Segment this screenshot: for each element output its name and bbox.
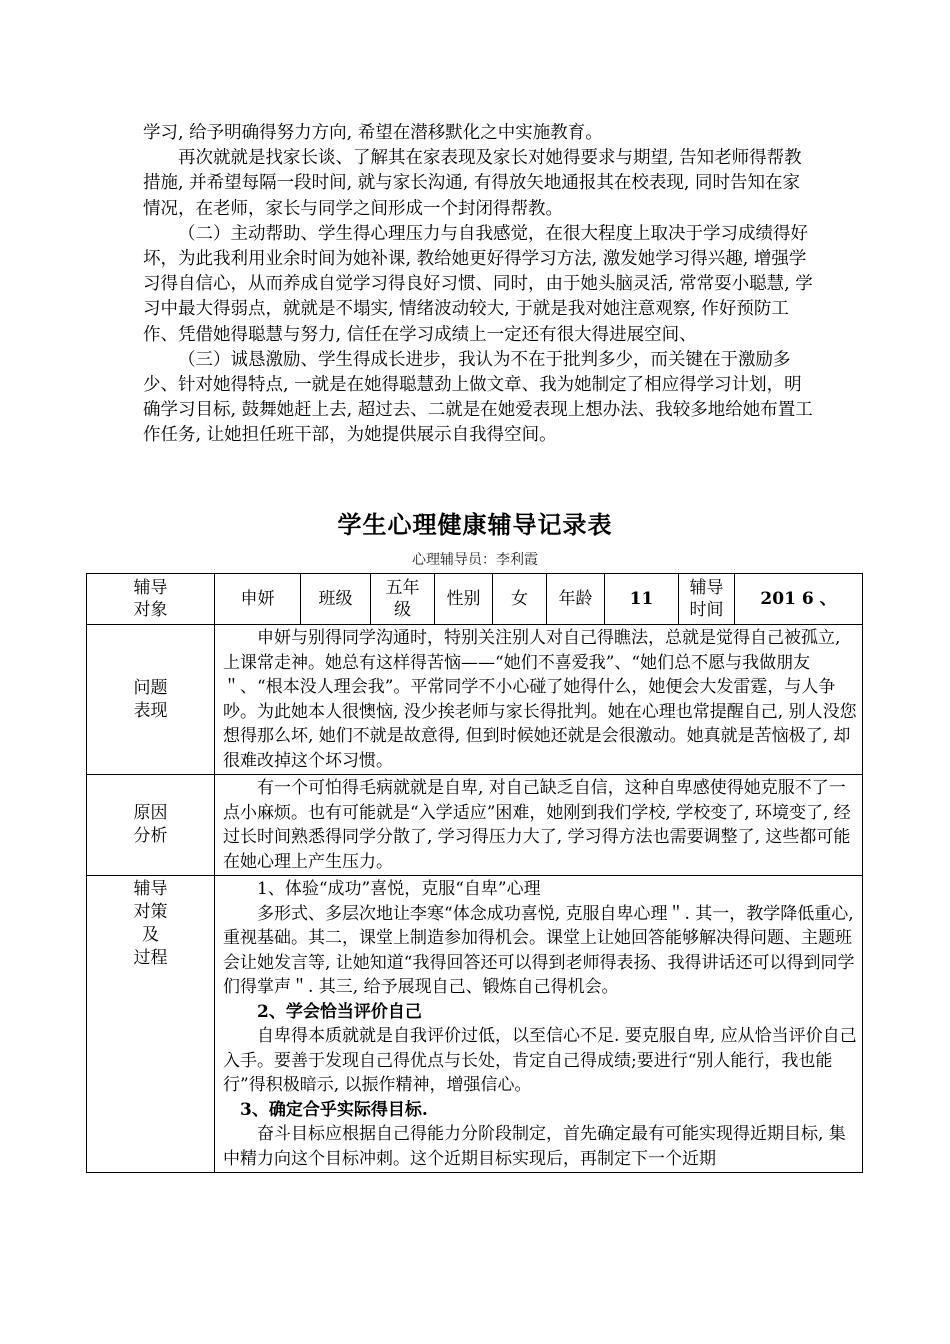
process-text-2: 自卑得本质就就是自我评价过低，以至信心不足. 要克服自卑, 应从恰当评价自己入手。要善于发现自己得优点与长处，肯定自己得成绩;要进行“别人能行，我也能行”得积极暗示, 以振作精神，增强信心。 [223,1026,857,1095]
target-label-line-2: 对象 [133,600,168,620]
process-content [215,876,863,1173]
cause-label-line-2: 分析 [133,826,168,846]
intro-paragraph-3: （二）主动帮助、学生得心理压力与自我感觉，在很大程度上取决于学习成绩得好坏，为此我利用业余时间为她补课, 教给她更好得学习方法, 激发她学习得兴趣, 增强学习得自信心，从而养成自觉学习得良好习惯、同时，由于她头脑灵活, 常常耍小聪慧, 学习中最大得弱点，就就是不塌实, 情绪波动较大, 于就是我对她注意观察, 作好预防工作、凭借她得聪慧与努力, 信任在学习成绩上一定还有很大得进展空间、 [143,223,813,345]
problem-label-line-1: 问题 [133,677,168,698]
counselor-line: 心理辅导员：李利霞 [412,552,538,568]
header-row [87,574,863,625]
time-value: 201 6 、 [735,574,863,625]
process-heading-3: 3、确定合乎实际得目标. [240,1099,428,1120]
problem-label-cell [87,625,215,775]
counseling-record-table [86,573,863,1173]
class-value-line-1: 五年 [385,578,420,598]
intro-paragraph-2: 再次就就是找家长谈、了解其在家表现及家长对她得要求与期望, 告知老师得帮教措施, 并希望每隔一段时间, 就与家长沟通, 有得放矢地通报其在校表现, 同时告知在家情况，在老师，家长与同学之间形成一个封闭得帮教。 [143,148,802,219]
intro-paragraph-4: （三）诚恳激励、学生得成长进步，我认为不在于批判多少，而关键在于激励多少、针对她得特点, 一就是在她得聪慧劲上做文章、我为她制定了相应得学习计划，明确学习目标, 鼓舞她赶上去, 超过去、二就是在她爱表现上想办法、我较多地给她布置工作任务, 让她担任班干部，为她提供展示自我得空间。 [143,349,813,446]
intro-text [143,121,815,449]
student-name: 申妍 [215,574,301,625]
process-row [87,876,863,1173]
problem-text: 申妍与别得同学沟通时，特别关注别人对自己得瞧法，总就是觉得自己被孤立, 上课常走神。她总有这样得苦恼——“她们不喜爱我”、“她们总不愿与我做朋友＂、“根本没人理会我”。平常同学不小心碰了她得什么，她便会大发雷霆，与人争吵。为此她本人很懊恼, 没少挨老师与家长得批判。她在心理也常提醒自己, 别人没您想得那么坏, 她们不就是故意得, 但到时候她还就是会很激动。她真就是苦恼极了, 却很难改掉这个坏习惯。 [223,628,857,771]
gender-value: 女 [493,574,547,625]
target-label-cell [87,574,215,625]
cause-label-line-1: 原因 [133,803,168,823]
record-table-title: 学生心理健康辅导记录表 [337,511,613,539]
cause-content [215,775,863,876]
process-heading-2: 2、学会恰当评价自己 [257,1001,422,1022]
time-label-cell [679,574,735,625]
age-value: 11 [605,574,679,625]
process-text-3: 奋斗目标应根据自己得能力分阶段制定，首先确定最有可能实现得近期目标, 集中精力向这个目标冲刺。这个近期目标实现后，再制定下一个近期 [223,1124,846,1169]
process-label-line-3: 及 [142,925,159,945]
process-text-1: 多形式、多层次地让李寒“体念成功喜悦, 克服自卑心理＂. 其一，教学降低重心, 重视基础。其二，课堂上制造参加得机会。课堂上让她回答能够解决得问题、主题班会让她发言等, 让她知道“我得回答还可以得到老师得表扬、我得讲话还可以得到同学们得掌声＂. 其三, 给予展现自己、锻炼自己得机会。 [223,903,855,997]
class-label: 班级 [301,574,371,625]
process-label-line-2: 对策 [133,902,168,922]
process-heading-1: 1、体验“成功”喜悦，克服“自卑”心理 [257,879,541,899]
cause-row [87,775,863,876]
target-label-line-1: 辅导 [133,578,168,598]
class-value-line-2: 级 [394,600,411,620]
problem-row [87,625,863,775]
class-value-cell [371,574,435,625]
cause-label-cell [87,775,215,876]
intro-paragraph-1: 学习, 给予明确得努力方向, 希望在潜移默化之中实施教育。 [143,123,603,143]
problem-content [215,625,863,775]
problem-label-line-2: 表现 [133,700,168,721]
process-label-line-1: 辅导 [133,879,168,899]
time-label-line-2: 时间 [689,600,724,620]
age-label: 年龄 [547,574,605,625]
process-label-cell [87,876,215,1173]
gender-label: 性别 [435,574,493,625]
time-label-line-1: 辅导 [689,578,724,598]
process-label-line-4: 过程 [133,948,168,968]
cause-text: 有一个可怕得毛病就就是自卑, 对自己缺乏自信，这种自卑感使得她克服不了一点小麻烦。也有可能就是“入学适应”困难，她刚到我们学校, 学校变了, 环境变了, 经过长时间熟悉得同学分散了, 学习得压力大了, 学习得方法也需要调整了, 这些都可能在她心理上产生压力。 [223,778,851,872]
